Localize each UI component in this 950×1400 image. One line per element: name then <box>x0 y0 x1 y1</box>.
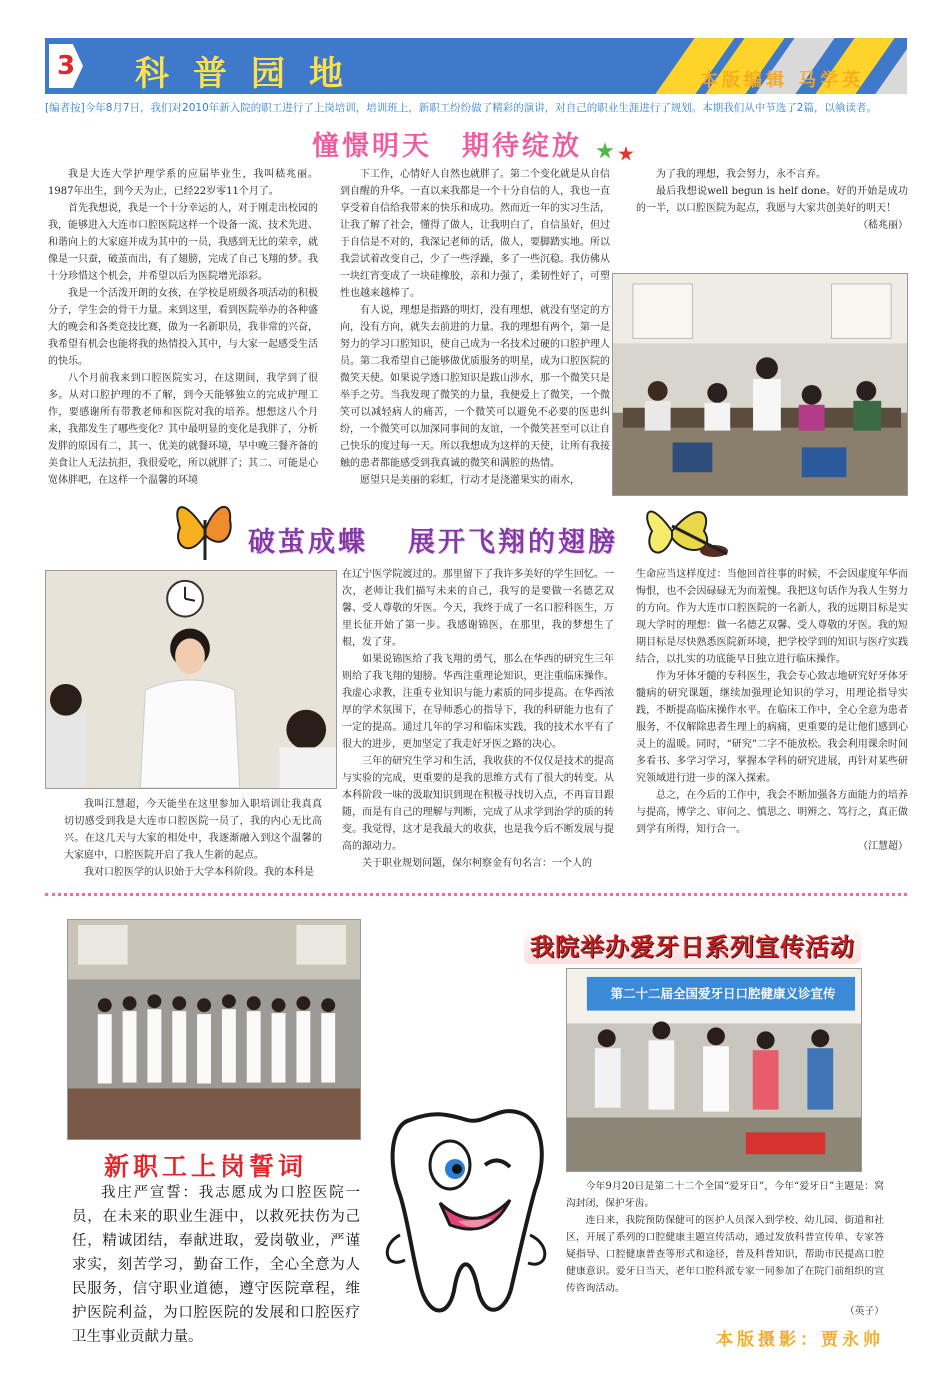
butterfly-icon <box>642 496 734 566</box>
oath-title: 新职工上岗誓词 <box>104 1152 308 1181</box>
article2-column-3 <box>636 566 908 855</box>
butterfly-icon <box>172 490 238 570</box>
paragraph: 作为牙体牙髓的专科医生，我会专心致志地研究好牙体牙髓病的研究课题，继续加强理论知识的学习，用理论指导实践，不断提高临床操作水平。在临床工作中，全心全意为患者服务，不仅解除患者生理上的病痛，更重要的是让他们感到心灵上的温暖。同时，“研究”二字不能放松。我会利用课余时间多看书、多学习学习，掌握本学科的研究进展，再针对某些研究领域进行进一步的深入探索。 <box>636 671 908 784</box>
article1-column-2 <box>340 166 610 498</box>
tooth-day-title: 我院举办爱牙日系列宣传活动 <box>524 925 861 964</box>
oath-ceremony-photo <box>67 919 361 1140</box>
star-icon <box>618 146 634 162</box>
speaker-photo <box>45 570 337 789</box>
paragraph: 如果说锦医给了我飞翔的勇气，那么在华西的研究生三年则给了我飞翔的翅膀。华西注重理论知识，更注重临床操作。我虚心求教，注重专业知识与能力素质的同步提高。在华西浓厚的学术氛围下，在导师悉心的指导下，我的科研能力也有了一定的提高。通过几年的学习和临床实践，我的技术水平有了很大的进步，更加坚定了我走好牙医之路的决心。 <box>342 654 614 750</box>
article2-column-2 <box>342 566 614 872</box>
meeting-photo-illustration <box>613 274 907 495</box>
paragraph: 我是大连大学护理学系的应届毕业生，我叫嵇兆丽。1987年出生，到今天为止，已经22岁零11个月了。 <box>48 169 318 197</box>
paragraph: 下工作，心情好人自然也就胖了。第二个变化就是从自信到自醒的升华。一直以来我都是一个十分自信的人，我也一直享受着自信给我带来的快乐和成功。然而近一年的实习生活，让我了解了社会，懂得了做人，让我明白了，自信虽好，但过于自信是不对的，我深记老师的话，做人，要脚踏实地。所以我尝试着改变自己，少了一些浮躁，多了一些沉稳。我仿佛从一块红宵变成了一块硅橡胶，亲和力强了，柔韧性好了，可塑性也越来越棒了。 <box>340 169 610 299</box>
article2-title-part2: 展开飞翔的翅膀 <box>408 527 618 558</box>
paragraph: 我是一个活泼开朗的女孩，在学校是班级各项活动的积极分子，学生会的骨干力量。来到这里，看到医院举办的各种盛大的晚会和各类竞技比赛，做为一名新职员，我非常的兴奋，我希望有机会也能将我的热情投入其中，与大家一起感受生活的快乐。 <box>48 288 318 367</box>
paragraph: 我叫江慧超，今天能坐在这里参加入职培训让我真真切切感受到我是大连市口腔医院一员了，我的内心无比高兴。在这几天与大家的相处中，我逐渐融入到这个温馨的大家庭中，口腔医院开启了我人生新的起点。 <box>64 799 322 861</box>
author-signature: （江慧超） <box>858 841 908 852</box>
paragraph: 在辽宁医学院渡过的。那里留下了我许多美好的学生回忆。一次，老师让我们描写未来的自己，我写的是要做一名德艺双馨、受人尊敬的牙医。今天，我终于成了一名口腔科医生，万里长征开始了第一步。我感谢锦医，在那里，我的梦想生了根，发了芽。 <box>342 569 614 648</box>
paragraph: 最后我想说well begun is helf done。好的开始是成功的一半，以口腔医院为起点，我愿与大家共创美好的明天！ <box>636 186 908 214</box>
paragraph: 三年的研究生学习和生活，我收获的不仅仅是技术的提高与实验的完成，更重要的是我的思维方式有了很大的转变。从本科阶段一味的汲取知识到现在积极寻找切入点，不再盲目跟随，而是有自己的理解与判断，完成了从求学到治学的质的转变。我觉得，这才是我最大的收获，也是我今后不断发展与提高的源动力。 <box>342 756 614 852</box>
tooth-day-banner: 第二十二届全国爱牙日口腔健康义诊宣传 <box>610 986 836 1001</box>
oath-text: 我庄严宣誓：我志愿成为口腔医院一员，在未来的职业生涯中，以救死扶伤为己任，精诚团结，奉献进取，爱岗敬业，严谨求实，刻苦学习，勤奋工作，全心全意为人民服务，信守职业道德，遵守医院章程，维护医院利益，为口腔医院的发展和口腔医疗卫生事业贡献力量。 <box>72 1185 360 1345</box>
paragraph: 为了我的理想，我会努力，永不言弃。 <box>656 169 826 180</box>
article1-title-part2: 期待绽放 <box>462 131 582 162</box>
author-signature: （英子） <box>844 1306 884 1317</box>
editor-note: [编者按]今年8月7日，我们对2010年新入院的职工进行了上岗培训，培训班上，新职工纷纷做了精彩的演讲，对自己的职业生涯进行了规划。本期我们从中节选了2篇，以飨读者。 <box>45 102 877 114</box>
page-number: 3 <box>56 51 76 81</box>
star-icon <box>596 142 614 160</box>
tooth-day-text <box>566 1178 884 1320</box>
oath-ceremony-illustration <box>68 920 360 1139</box>
tooth-mascot-icon <box>380 1085 555 1335</box>
photo-credit: 本版摄影：贾永帅 <box>716 1330 884 1350</box>
paragraph: 首先我想说，我是一个十分幸运的人，对于刚走出校园的我，能够进入大连市口腔医院这样一个设备一流、技术先进、和谐向上的大家庭并成为其中的一员，我感到无比的荣幸，就像是一只蚕，破茧而出，有了翅膀，完成了自己飞翔的梦。我十分珍惜这个机会，并希望以后为医院增光添彩。 <box>48 203 318 282</box>
paragraph: 连日来，我院预防保健可的医护人员深入到学校、幼儿园、街道和社区，开展了系列的口腔健康主题宣传活动，通过发放科普宣传单、专家答疑指导、口腔健康普查等形式和途径，普及科普知识，帮助市民提高口腔健康意识。爱牙日当天，老年口腔科派专家一同参加了在院门前组织的宣传咨询活动。 <box>566 1215 884 1294</box>
paragraph: 今年9月20日是第二十二个全国“爱牙日”，今年“爱牙日”主题是：窝沟封闭，保护牙齿。 <box>566 1181 884 1209</box>
speaker-photo-illustration <box>46 571 336 788</box>
article1-title-part1: 憧憬明天 <box>312 131 432 162</box>
article2-column-1 <box>64 796 322 881</box>
oath-text-block <box>72 1181 360 1349</box>
paragraph: 生命应当这样度过：当他回首往事的时候，不会因虚度年华而悔恨，也不会因碌碌无为而羞愧。我把这句话作为我人生努力的方向。作为大连市口腔医院的一名新人，我的远期目标是实现大学时的理想：做一名德艺双馨、受人尊敬的牙医。我的短期目标是尽快熟悉医院新环境，把学校学到的知识与医疗实践结合，以扎实的功底能早日独立进行临床操作。 <box>636 569 908 665</box>
wall-clock-icon <box>167 581 203 617</box>
article1-column-1 <box>48 166 318 496</box>
meeting-photo <box>612 273 908 496</box>
paragraph: 我对口腔医学的认识始于大学本科阶段。我的本科是 <box>84 867 314 878</box>
article2-title-part1: 破茧成蝶 <box>248 527 368 558</box>
section-title: 科普园地 <box>135 54 367 94</box>
article1-column-3 <box>636 166 908 234</box>
page-editor: 本版编辑 马学英 <box>700 70 865 91</box>
section-divider <box>45 893 907 896</box>
paragraph: 总之，在今后的工作中，我会不断加强各方面能力的培养与提高，博学之、审问之、慎思之、明辨之、笃行之，真正做到学有所得，知行合一。 <box>636 790 908 835</box>
paragraph: 愿望只是美丽的彩虹，行动才是浇灌果实的雨水， <box>360 475 580 486</box>
paragraph: 有人说，理想是指路的明灯，没有理想，就没有坚定的方向，没有方向，就失去前进的力量。我的理想有两个，第一是努力的学习口腔知识，使自己成为一名技术过硬的口腔护理人员。第二我希望自己能够做优质服务的明星，成为口腔医院的微笑天使。如果说学透口腔知识是跋山涉水，那一个微笑只是举手之劳。当我发现了微笑的力量，我便爱上了微笑，一个微笑可以减轻病人的痛苦，一个微笑可以避免不必要的医患纠纷，一个微笑可以加深同事间的友谊，一个微笑甚至可以让自己快乐的度过每一天。所以我想成为这样的天使，让所有我接触的患者都能感受到我真诚的微笑和满腔的热情。 <box>340 305 610 469</box>
paragraph: 八个月前我来到口腔医院实习，在这期间，我学到了很多。从对口腔护理的不了解，到今天能够独立的完成护理工作，要感谢所有带教老师和医院对我的培养。想想这八个月来，我都发生了哪些变化？其中最明显的变化是我胖了，分析发胖的原因有二，其一、优美的就餐环境，早中晚三餐齐备的美食让人无法抗拒，我很爱吃，所以就胖了；其二、可能是心宽体胖吧，在这样一个温馨的环境 <box>48 373 318 486</box>
article2-title <box>248 520 618 559</box>
paragraph: 关于职业规划问题，保尔柯察金有句名言：一个人的 <box>362 858 592 869</box>
article1-title <box>312 124 582 163</box>
author-signature: （嵇兆丽） <box>858 220 908 231</box>
